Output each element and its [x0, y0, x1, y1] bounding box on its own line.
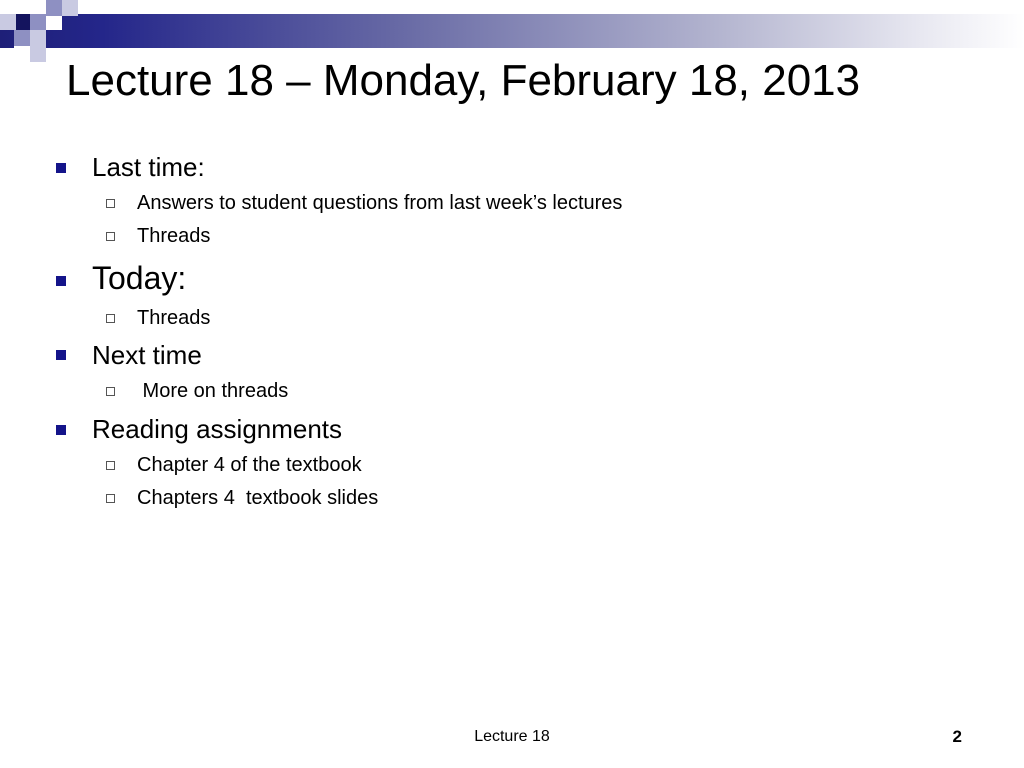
list-item: Chapters 4 textbook slides — [137, 487, 379, 509]
footer-label: Lecture 18 — [474, 728, 550, 745]
hollow-square-bullet-icon — [106, 387, 115, 396]
page-number: 2 — [952, 727, 962, 746]
hollow-square-bullet-icon — [106, 314, 115, 323]
hollow-square-bullet-icon — [106, 232, 115, 241]
section-heading-today: Today: — [92, 260, 187, 296]
list-item: Threads — [137, 225, 211, 247]
list-item: Answers to student questions from last week’s lectures — [137, 192, 623, 214]
hollow-square-bullet-icon — [106, 494, 115, 503]
hollow-square-bullet-icon — [106, 199, 115, 208]
section-heading-next-time: Next time — [92, 340, 202, 370]
square-bullet-icon — [56, 163, 66, 173]
list-item: Chapter 4 of the textbook — [137, 454, 362, 476]
section-heading-last-time: Last time: — [92, 152, 205, 182]
slide-title: Lecture 18 – Monday, February 18, 2013 — [66, 56, 861, 105]
square-bullet-icon — [56, 425, 66, 435]
square-bullet-icon — [56, 350, 66, 360]
list-item: More on threads — [137, 380, 289, 402]
section-heading-reading-assignments: Reading assignments — [92, 414, 343, 444]
list-item: Threads — [137, 307, 211, 329]
square-bullet-icon — [56, 276, 66, 286]
hollow-square-bullet-icon — [106, 461, 115, 470]
